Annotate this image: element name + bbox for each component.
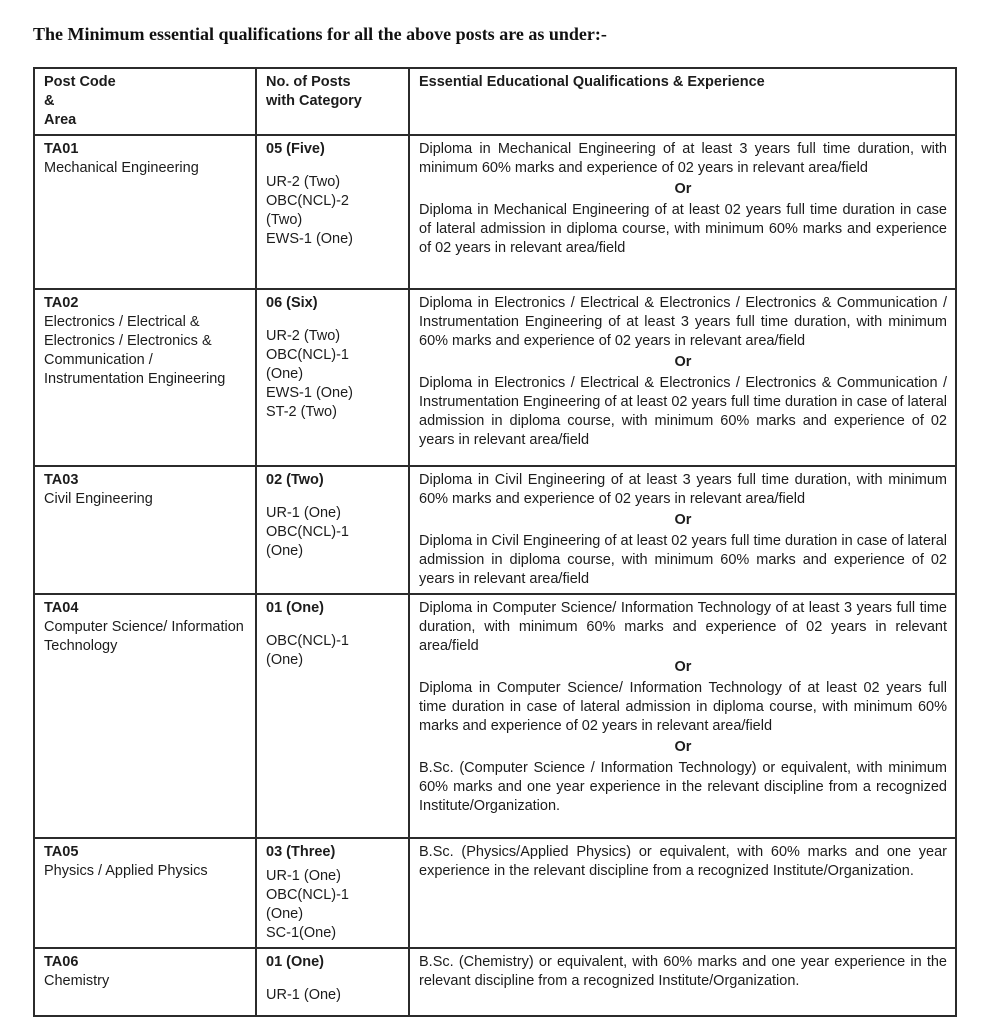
header-line: Post Code bbox=[44, 74, 116, 90]
category-line: ST-2 (Two) bbox=[266, 404, 337, 420]
qualifications-cell bbox=[409, 594, 956, 838]
category-list bbox=[266, 504, 386, 561]
document-title: The Minimum essential qualifications for all the above posts are as under:- bbox=[33, 24, 607, 44]
post-count: 06 (Six) bbox=[266, 295, 318, 311]
qualification-paragraph: B.Sc. (Chemistry) or equivalent, with 60% marks and one year experience in the relevant discipline from a recognized Institute/Organization. bbox=[419, 954, 947, 989]
post-code-area-cell bbox=[34, 594, 256, 838]
post-code: TA01 bbox=[44, 141, 79, 157]
post-code-area-cell bbox=[34, 466, 256, 594]
category-list bbox=[266, 986, 386, 1005]
category-list bbox=[266, 867, 386, 943]
post-count: 01 (One) bbox=[266, 600, 325, 616]
category-list bbox=[266, 327, 386, 422]
qualification-paragraph: Diploma in Civil Engineering of at least 02 years full time duration in case of lateral admission in diploma course, with minimum 60% marks and experience of 02 years in relevant area/field bbox=[419, 533, 947, 587]
header-line: with Category bbox=[266, 93, 362, 109]
header-line: & bbox=[44, 93, 55, 109]
or-separator: Or bbox=[674, 659, 692, 675]
post-area: Mechanical Engineering bbox=[44, 160, 199, 176]
post-count: 05 (Five) bbox=[266, 141, 325, 157]
qualification-paragraph: Diploma in Civil Engineering of at least 3 years full time duration, with minimum 60% marks and experience of 02 years in relevant area/field bbox=[419, 472, 947, 507]
post-code: TA02 bbox=[44, 295, 79, 311]
qualification-paragraph: Diploma in Electronics / Electrical & Electronics / Electronics & Communication / Instrumentation Engineering of at least 3 years full time duration, with minimum 60% marks and experience of 02 years in relevant area/field bbox=[419, 295, 947, 349]
category-line: SC-1(One) bbox=[266, 925, 337, 941]
qualifications-cell bbox=[409, 135, 956, 289]
table-row-ta06 bbox=[34, 948, 956, 1016]
post-code: TA06 bbox=[44, 954, 79, 970]
qualification-paragraph: B.Sc. (Physics/Applied Physics) or equivalent, with 60% marks and one year experience in the relevant discipline from a recognized Institute/Organization. bbox=[419, 844, 947, 879]
or-separator: Or bbox=[674, 739, 692, 755]
post-code: TA05 bbox=[44, 844, 79, 860]
category-line: OBC(NCL)-1 (One) bbox=[266, 887, 349, 922]
post-count: 03 (Three) bbox=[266, 844, 336, 860]
qualification-paragraph: B.Sc. (Computer Science / Information Technology) or equivalent, with minimum 60% marks and one year experience in the relevant discipline from a recognized Institute/Organization. bbox=[419, 760, 947, 814]
category-line: UR-2 (Two) bbox=[266, 174, 341, 190]
qualification-paragraph: Diploma in Computer Science/ Information Technology of at least 02 years full time duration in case of lateral admission in diploma course, with minimum 60% marks and experience of 02 years in relevant area/field bbox=[419, 680, 947, 734]
post-code: TA04 bbox=[44, 600, 79, 616]
category-line: UR-1 (One) bbox=[266, 987, 341, 1003]
category-line: OBC(NCL)-1 (One) bbox=[266, 633, 349, 668]
qualifications-table bbox=[33, 67, 957, 1017]
qualification-paragraph: Diploma in Mechanical Engineering of at least 3 years full time duration, with minimum 60% marks and experience of 02 years in relevant area/field bbox=[419, 141, 947, 176]
post-code-area-cell bbox=[34, 289, 256, 466]
posts-category-cell bbox=[256, 289, 409, 466]
category-line: EWS-1 (One) bbox=[266, 385, 354, 401]
post-code: TA03 bbox=[44, 472, 79, 488]
qualifications-cell bbox=[409, 466, 956, 594]
table-row-ta01 bbox=[34, 135, 956, 289]
post-count: 01 (One) bbox=[266, 954, 325, 970]
post-code-area-cell bbox=[34, 838, 256, 948]
category-line: UR-2 (Two) bbox=[266, 328, 341, 344]
category-line: EWS-1 (One) bbox=[266, 231, 354, 247]
posts-category-cell bbox=[256, 594, 409, 838]
post-area: Physics / Applied Physics bbox=[44, 863, 208, 879]
or-separator: Or bbox=[674, 354, 692, 370]
post-code-area-cell bbox=[34, 135, 256, 289]
post-area: Computer Science/ Information Technology bbox=[44, 619, 244, 654]
qualification-paragraph: Diploma in Computer Science/ Information Technology of at least 3 years full time duration, with minimum 60% marks and experience of 02 years in relevant area/field bbox=[419, 600, 947, 654]
posts-category-cell bbox=[256, 948, 409, 1016]
table-header-row bbox=[34, 68, 956, 135]
table-row-ta02 bbox=[34, 289, 956, 466]
header-posts-category bbox=[256, 68, 409, 135]
header-line: Area bbox=[44, 112, 77, 128]
qualifications-cell bbox=[409, 948, 956, 1016]
table-row-ta03 bbox=[34, 466, 956, 594]
or-separator: Or bbox=[674, 181, 692, 197]
category-line: UR-1 (One) bbox=[266, 505, 341, 521]
post-area: Civil Engineering bbox=[44, 491, 153, 507]
qualification-paragraph: Diploma in Electronics / Electrical & Electronics / Electronics & Communication / Instrumentation Engineering of at least 02 years full time duration in case of lateral admission in diploma course, with minimum 60% marks and experience of 02 years in relevant area/field bbox=[419, 375, 947, 448]
header-post-code-area bbox=[34, 68, 256, 135]
qualifications-cell bbox=[409, 289, 956, 466]
category-list bbox=[266, 173, 386, 249]
table-row-ta04 bbox=[34, 594, 956, 838]
or-separator: Or bbox=[674, 512, 692, 528]
qualifications-cell bbox=[409, 838, 956, 948]
category-line: OBC(NCL)-2 (Two) bbox=[266, 193, 349, 228]
header-line: No. of Posts bbox=[266, 74, 351, 90]
posts-category-cell bbox=[256, 135, 409, 289]
category-line: OBC(NCL)-1 (One) bbox=[266, 347, 349, 382]
header-qualifications: Essential Educational Qualifications & Experience bbox=[409, 68, 956, 135]
qualification-paragraph: Diploma in Mechanical Engineering of at least 02 years full time duration in case of lateral admission in diploma course, with minimum 60% marks and experience of 02 years in relevant area/field bbox=[419, 202, 947, 256]
posts-category-cell bbox=[256, 466, 409, 594]
category-line: UR-1 (One) bbox=[266, 868, 341, 884]
table-row-ta05 bbox=[34, 838, 956, 948]
post-code-area-cell bbox=[34, 948, 256, 1016]
category-line: OBC(NCL)-1 (One) bbox=[266, 524, 349, 559]
post-area: Chemistry bbox=[44, 973, 110, 989]
post-area: Electronics / Electrical & Electronics / Electronics & Communication / Instrumentation Engineering bbox=[44, 314, 226, 387]
posts-category-cell bbox=[256, 838, 409, 948]
post-count: 02 (Two) bbox=[266, 472, 324, 488]
category-list bbox=[266, 632, 386, 670]
